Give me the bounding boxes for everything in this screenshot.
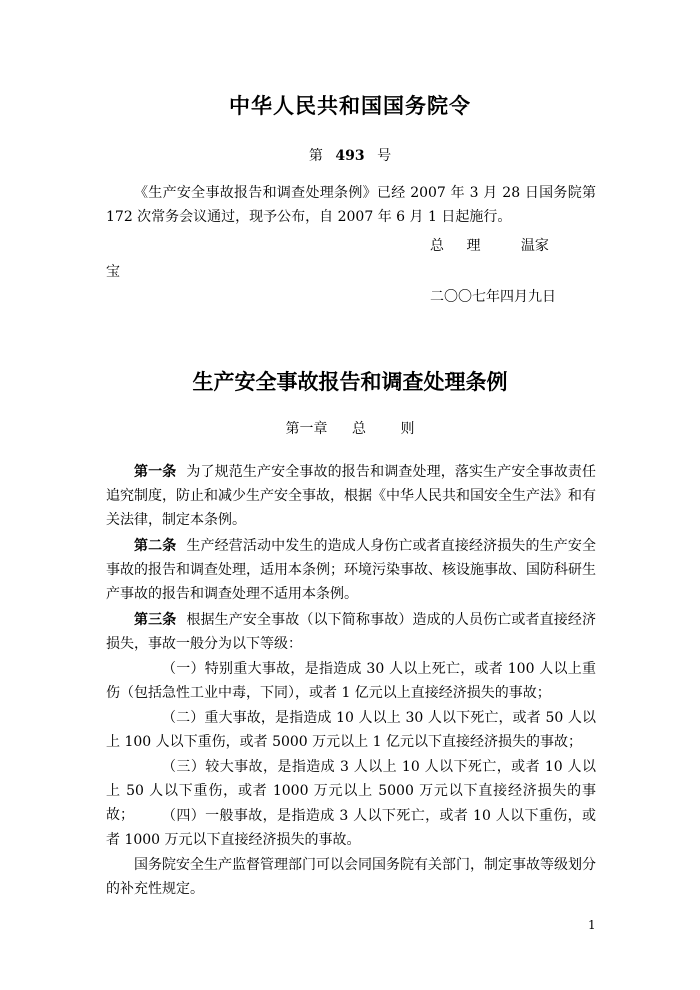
decree-title: 中华人民共和国国务院令 (229, 93, 471, 118)
article-3-item-4: （四）一般事故，是指造成 3 人以下死亡，或者 10 人以下重伤，或者 1000 万元以下直接经济损失的事故。 (106, 808, 596, 848)
article-3-item-3: （三）较大事故，是指造成 3 人以上 10 人以下死亡，或者 10 人以上 50 人以下重伤，或者 1000 万元以上 5000 万元以下直接经济损失的事故； (106, 759, 596, 823)
chapter-number: 第一章 (285, 421, 328, 437)
article-3-item-2: （二）重大事故，是指造成 10 人以上 30 人以下死亡，或者 50 人以上 100 人以下重伤，或者 5000 万元以上 1 亿元以下直接经济损失的事故； (106, 710, 596, 750)
decree-text: 《生产安全事故报告和调查处理条例》已经 2007 年 3 月 28 日国务院第 172 次常务会议通过，现予公布，自 2007 年 6 月 1 日起施行。 (106, 185, 596, 225)
regulation-title: 生产安全事故报告和调查处理条例 (192, 369, 508, 394)
signer-title-char-1: 总 (430, 238, 444, 254)
article-2-text: 生产经营活动中发生的造成人身伤亡或者直接经济损失的生产安全事故的报告和调查处理，适用本条例；环境污染事故、核设施事故、国防科研生产事故的报告和调查处理不适用本条例。 (106, 538, 597, 602)
decree-date: 二〇〇七年四月九日 (430, 289, 556, 305)
article-1 (106, 460, 596, 532)
order-number-line (0, 145, 700, 165)
page-number: 1 (588, 918, 596, 932)
signer-line (430, 235, 567, 255)
article-3-item-1: （一）特别重大事故，是指造成 30 人以上死亡，或者 100 人以上重伤（包括急性工业中毒，下同），或者 1 亿元以上直接经济损失的事故； (106, 661, 596, 701)
order-prefix: 第 (308, 148, 323, 164)
article-3 (106, 608, 596, 656)
article-3-closing: 国务院安全生产监督管理部门可以会同国务院有关部门，制定事故等级划分的补充性规定。 (106, 857, 596, 897)
article-1-label: 第一条 (134, 464, 177, 480)
article-3-label: 第三条 (134, 612, 177, 628)
article-3-text: 根据生产安全事故（以下简称事故）造成的人员伤亡或者直接经济损失，事故一般分为以下等级： (106, 612, 597, 652)
chapter-title-char-1: 总 (352, 421, 366, 437)
chapter-title-char-2: 则 (400, 421, 415, 437)
article-2 (106, 534, 596, 606)
signer-name-part-2: 宝 (106, 264, 120, 280)
order-suffix: 号 (377, 148, 392, 164)
article-2-label: 第二条 (134, 538, 177, 554)
order-number: 493 (335, 148, 365, 164)
chapter-heading (0, 418, 700, 438)
signer-title-char-2: 理 (466, 238, 481, 254)
signer-name-part-1: 温家 (520, 238, 549, 254)
article-1-text: 为了规范生产安全事故的报告和调查处理，落实生产安全事故责任追究制度，防止和减少生产安全事故，根据《中华人民共和国安全生产法》和有关法律，制定本条例。 (106, 464, 597, 528)
